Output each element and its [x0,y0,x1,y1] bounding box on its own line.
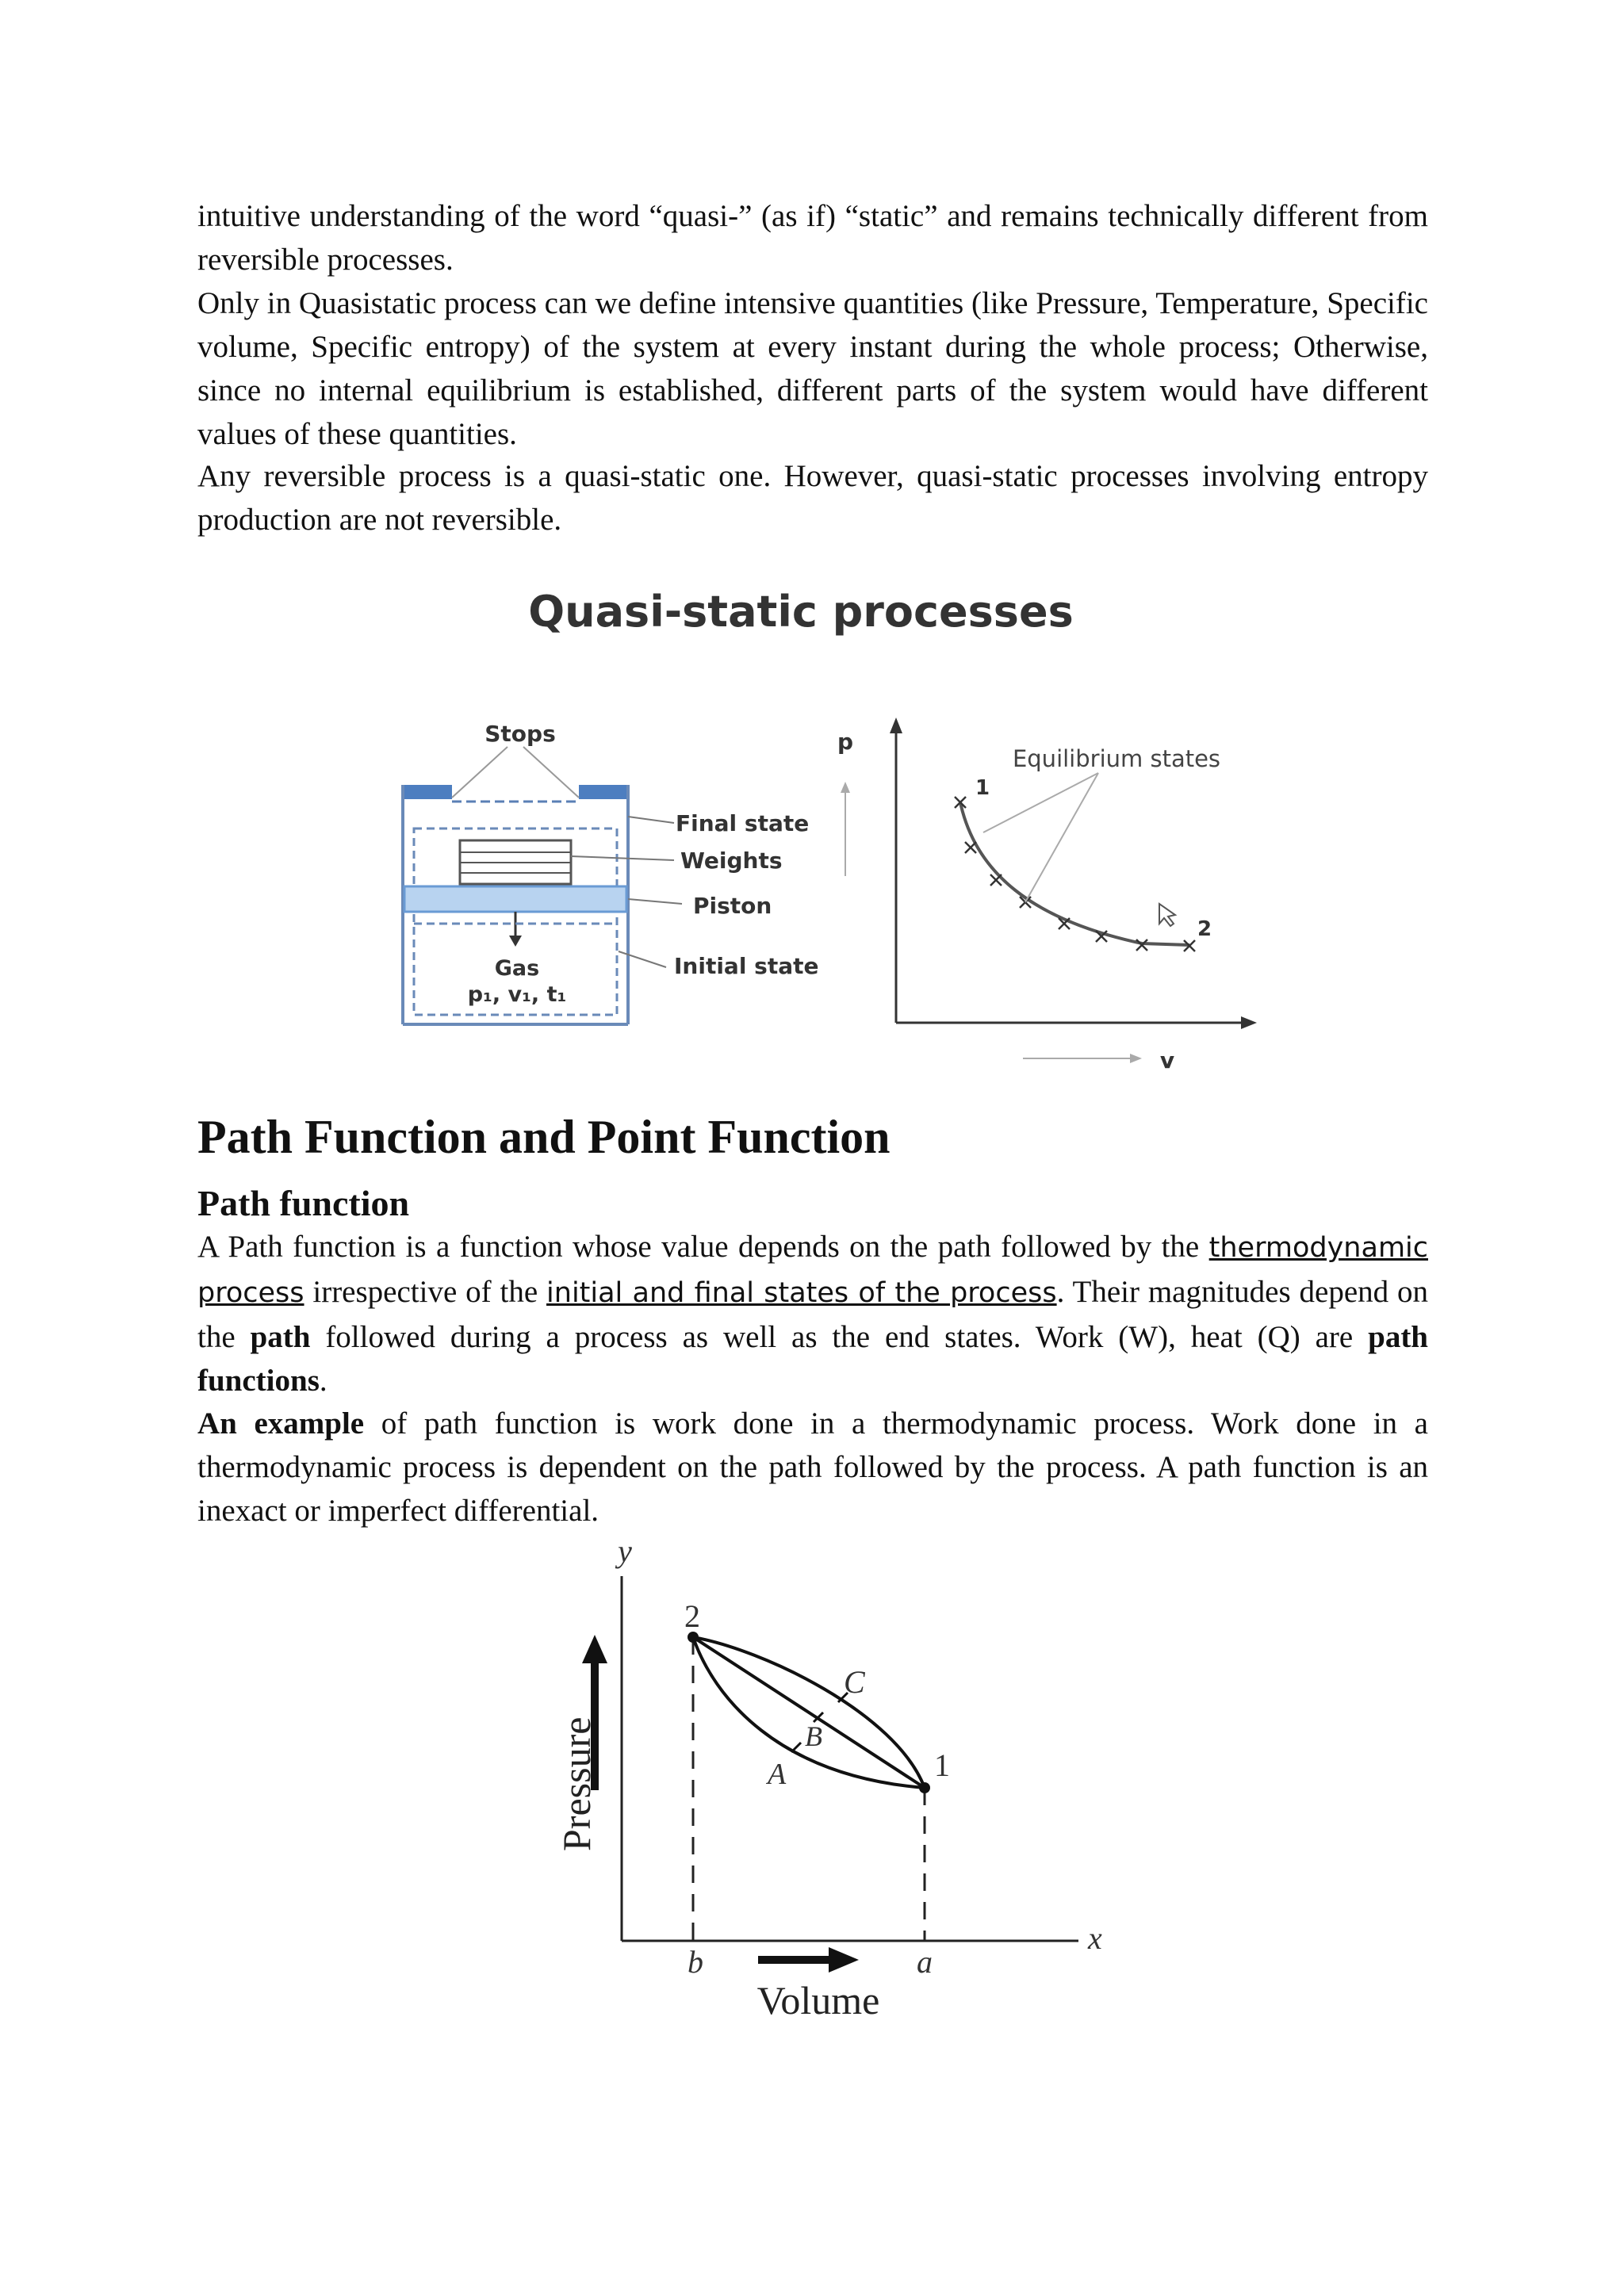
quasi-static-figure [349,571,1285,1086]
link-initial-final-states[interactable]: initial and final states of the process [546,1277,1057,1309]
pv-plot [837,718,1257,1073]
label-initial-state: Initial state [674,953,819,979]
pressure-label: Pressure [554,1716,599,1851]
p-axis-label: p [837,729,854,755]
volume-label: Volume [756,1978,880,2022]
v-axis-label: v [1159,1047,1175,1073]
path-function-paragraph-1: A Path function is a function whose value depends on the path followed by the thermodynamic process irrespective of the initial and final states of the process. Their magnitudes depend on the path followed during a process as well as the end states. Work (W), heat (Q) are path functions. [197,1230,1429,1398]
equilibrium-states-label: Equilibrium states [1012,745,1221,772]
y-axis-label: y [618,1538,632,1569]
section-subheading: Path function [197,1183,410,1223]
intro-paragraph-2: Only in Quasistatic process can we define intensive quantities (like Pressure, Temperature, Specific volume, Specific entropy) of the system at every instant during the whole process; Otherwise, since no internal equilibrium is established, different parts of the system would have different values of these quantities. [197,286,1428,451]
b-tick-label: b [688,1944,703,1980]
state-2-label: 2 [1197,917,1212,941]
section-heading: Path Function and Point Function [197,1111,891,1163]
path-function-paragraph-2: An example of path function is work done in a thermodynamic process. Work done in a thermodynamic process is dependent on the path followed by the process. A path function is an inexact or imperfect differential. [197,1406,1428,1528]
label-gas-vars: p₁, v₁, t₁ [467,982,567,1007]
label-final-state: Final state [676,810,810,836]
intro-paragraph-1: intuitive understanding of the word “quasi-” (as if) “static” and remains technically different from reversible processes. [197,199,1428,277]
path-b-label: B [805,1720,822,1752]
label-piston: Piston [693,893,772,919]
state-1-label: 1 [975,776,990,800]
path-function-figure [523,1538,1118,2030]
x-axis-label: x [1088,1920,1102,1956]
label-gas: Gas [494,956,540,981]
figure1-title: Quasi-static processes [528,587,1074,637]
point-2-label: 2 [684,1598,700,1634]
point-1-label: 1 [934,1747,950,1783]
label-stops: Stops [485,721,556,747]
path-a-label: A [768,1758,787,1791]
intro-paragraph-3: Any reversible process is a quasi-static one. However, quasi-static processes involving entropy production are not reversible. [197,459,1428,537]
a-tick-label: a [917,1944,933,1980]
link-thermodynamic-process[interactable]: thermodynamic process [197,1232,1428,1309]
label-weights: Weights [680,848,783,874]
path-c-label: C [844,1664,865,1700]
